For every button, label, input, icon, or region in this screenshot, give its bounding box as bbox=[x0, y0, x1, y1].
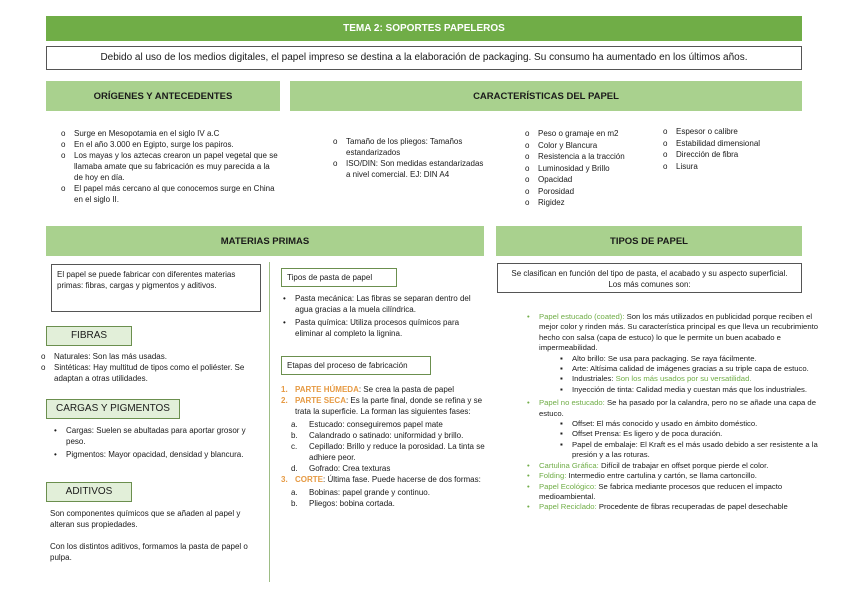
step-number: 1. bbox=[281, 385, 288, 394]
tipo-label: Papel estucado (coated): bbox=[539, 312, 625, 321]
substep-text: Pliegos: bobina cortada. bbox=[309, 499, 395, 508]
subtipo-item bbox=[557, 440, 828, 461]
list-item: o Sintéticas: Hay multitud de tipos como el poliéster. Se adaptan a otras utilidades. bbox=[38, 362, 258, 384]
list-item: o Opacidad bbox=[522, 174, 652, 186]
column-divider bbox=[269, 262, 270, 582]
proceso-step-2 bbox=[279, 395, 487, 417]
fibras-header: FIBRAS bbox=[46, 326, 132, 346]
subtipo-item bbox=[557, 385, 828, 395]
substep-text: Estucado: conseguiremos papel mate bbox=[309, 420, 443, 429]
materias-intro-box: El papel se puede fabricar con diferentes materias primas: fibras, cargas y pigmentos y aditivos. bbox=[51, 264, 261, 312]
tipos-intro-box: Se clasifican en función del tipo de pasta, el acabado y su aspecto superficial. Los más comunes son: bbox=[497, 263, 802, 293]
tipo-text: Se fabrica mediante procesos que reducen el impacto medioambiental. bbox=[539, 481, 783, 501]
tipo-cartulina bbox=[523, 461, 828, 471]
tipo-text: Intermedio entre cartulina y cartón, se llama cartoncillo. bbox=[566, 471, 757, 481]
tipos-list bbox=[523, 312, 828, 513]
list-item: o Dirección de fibra bbox=[660, 149, 800, 161]
substep-text: Cepillado: Brillo y reduce la porosidad. La tinta se adhiere peor. bbox=[309, 442, 485, 462]
substep-text: Calandrado o satinado: uniformidad y brillo. bbox=[309, 431, 464, 440]
subtipo-text: Inyección de tinta: Calidad media y cuestan más que los industriales. bbox=[572, 384, 808, 394]
tipo-text: Se ha pasado por la calandra, pero no se añade una capa de estuco. bbox=[539, 398, 816, 418]
proceso-substep bbox=[279, 498, 487, 509]
fibras-list bbox=[38, 351, 258, 384]
list-item: o Rigidez bbox=[522, 197, 652, 209]
list-item: o Resistencia a la tracción bbox=[522, 151, 652, 163]
list-item: o ISO/DIN: Son medidas estandarizadas a nivel comercial. EJ: DIN A4 bbox=[330, 158, 490, 180]
substep-letter: a. bbox=[291, 488, 298, 497]
proceso-header: Etapas del proceso de fabricación bbox=[281, 356, 431, 375]
list-item: o Luminosidad y Brillo bbox=[522, 163, 652, 175]
tipo-text: Difícil de trabajar en offset porque pierde el color. bbox=[598, 460, 769, 470]
tipos-header: TIPOS DE PAPEL bbox=[496, 226, 802, 256]
list-item: o En el año 3.000 en Egipto, surge los papiros. bbox=[58, 139, 280, 150]
substep-text: Gofrado: Crea texturas bbox=[309, 464, 391, 473]
materias-header: MATERIAS PRIMAS bbox=[46, 226, 484, 256]
proceso-step-1 bbox=[279, 384, 487, 395]
tipo-label: Papel Reciclado: bbox=[539, 502, 597, 512]
origenes-list bbox=[58, 128, 280, 205]
tipo-folding bbox=[523, 471, 828, 481]
step-text: : Es la parte final, donde se refina y se trata la superficie. La forman las siguientes fases: bbox=[295, 396, 483, 416]
substep-letter: b. bbox=[291, 499, 298, 508]
tipo-no-estucado bbox=[523, 398, 828, 419]
list-item: o Surge en Mesopotamia en el siglo IV a.C bbox=[58, 128, 280, 139]
proceso-substep bbox=[279, 463, 487, 474]
tipo-estucado bbox=[523, 312, 828, 354]
substep-letter: d. bbox=[291, 464, 298, 473]
subtipo-text: Industriales: bbox=[572, 374, 616, 384]
proceso-substep bbox=[279, 487, 487, 498]
proceso-substep bbox=[279, 441, 487, 463]
step-text: : Última fase. Puede hacerse de dos formas: bbox=[323, 475, 481, 484]
subtipo-item bbox=[557, 419, 828, 429]
subtipo-text: Arte: Altísima calidad de imágenes gracias a su triple capa de estuco. bbox=[572, 364, 809, 374]
aditivos-text-2: Con los distintos aditivos, formamos la pasta de papel o pulpa. bbox=[50, 542, 248, 562]
step-label: CORTE bbox=[295, 475, 323, 484]
pasta-list bbox=[279, 293, 484, 339]
list-item: o Lisura bbox=[660, 161, 800, 173]
subtipo-text: Papel de embalaje: El Kraft es el más usado debido a ser resistente a la presión y a las roturas. bbox=[572, 439, 818, 460]
step-label: PARTE HÚMEDA bbox=[295, 385, 359, 394]
list-item: o Estabilidad dimensional bbox=[660, 138, 800, 150]
list-item: o Naturales: Son las más usadas. bbox=[38, 351, 258, 362]
proceso-substep bbox=[279, 430, 487, 441]
list-item: o El papel más cercano al que conocemos surge en China en el siglo II. bbox=[58, 183, 280, 205]
list-item: o Los mayas y los aztecas crearon un papel vegetal que se llamaba amate que su fabricación es muy parecida a la de hoy en día. bbox=[58, 150, 280, 183]
subtipo-text: Offset: El más conocido y usado en ámbito doméstico. bbox=[572, 419, 758, 429]
aditivos-header: ADITIVOS bbox=[46, 482, 132, 502]
proceso-list bbox=[279, 384, 487, 509]
subtipo-text: Alto brillo: Se usa para packaging. Se raya fácilmente. bbox=[572, 353, 757, 363]
step-number: 3. bbox=[281, 475, 288, 484]
pasta-header: Tipos de pasta de papel bbox=[281, 268, 397, 287]
list-item: o Porosidad bbox=[522, 186, 652, 198]
caracteristicas-right-list bbox=[660, 126, 800, 172]
cargas-header: CARGAS Y PIGMENTOS bbox=[46, 399, 180, 419]
origenes-header: ORÍGENES Y ANTECEDENTES bbox=[46, 81, 280, 111]
cargas-list bbox=[50, 425, 260, 460]
tipo-text: Son los más utilizados en publicidad porque reciben el mejor color y rinden más. Su característica principal es que lleva un recubrimiento hecho con salsa (capa de estuco) lo que le permite un buen acabado e impermeabilidad. bbox=[539, 312, 819, 353]
caracteristicas-mid-list bbox=[522, 128, 652, 209]
step-number: 2. bbox=[281, 396, 288, 405]
step-label: PARTE SECA bbox=[295, 396, 346, 405]
subtipo-item bbox=[557, 429, 828, 439]
list-item: o Peso o gramaje en m2 bbox=[522, 128, 652, 140]
tipo-label: Papel Ecológico: bbox=[539, 481, 597, 491]
page-title: TEMA 2: SOPORTES PAPELEROS bbox=[46, 16, 802, 41]
list-item: o Color y Blancura bbox=[522, 140, 652, 152]
substep-text: Bobinas: papel grande y continuo. bbox=[309, 488, 430, 497]
list-item: • Pasta química: Utiliza procesos químicos para eliminar al completo la lignina. bbox=[279, 317, 484, 339]
tipo-label: Papel no estucado: bbox=[539, 398, 605, 408]
proceso-substep bbox=[279, 419, 487, 430]
list-item: • Cargas: Suelen se abultadas para aportar grosor y peso. bbox=[50, 425, 260, 447]
substep-letter: a. bbox=[291, 420, 298, 429]
subtipo-item bbox=[557, 364, 828, 374]
tipo-text: Procedente de fibras recuperadas de papel desechable bbox=[596, 502, 788, 512]
substep-letter: c. bbox=[291, 442, 298, 451]
aditivos-text-1: Son componentes químicos que se añaden al papel y alteran sus propiedades. bbox=[50, 509, 241, 529]
list-item: o Espesor o calibre bbox=[660, 126, 800, 138]
caracteristicas-header: CARACTERÍSTICAS DEL PAPEL bbox=[290, 81, 802, 111]
tipo-ecologico bbox=[523, 482, 828, 503]
list-item: • Pigmentos: Mayor opacidad, densidad y blancura. bbox=[50, 449, 260, 460]
subtipo-text: Offset Prensa: Es ligero y de poca duración. bbox=[572, 429, 723, 439]
list-item: o Tamaño de los pliegos: Tamaños estandarizados bbox=[330, 136, 490, 158]
tipo-label: Folding: bbox=[539, 471, 567, 481]
tipo-reciclado bbox=[523, 502, 828, 512]
list-item: • Pasta mecánica: Las fibras se separan dentro del agua gracias a la muela cilíndrica. bbox=[279, 293, 484, 315]
caracteristicas-left-list bbox=[330, 136, 490, 180]
subtipo-item bbox=[557, 354, 828, 364]
step-text: : Se crea la pasta de papel bbox=[358, 385, 455, 394]
tipo-label: Cartulina Gráfica: bbox=[539, 460, 599, 470]
substep-letter: b. bbox=[291, 431, 298, 440]
intro-box: Debido al uso de los medios digitales, el papel impreso se destina a la elaboración de packaging. Su consumo ha aumentado en los últimos años. bbox=[46, 46, 802, 70]
subtipo-item bbox=[557, 374, 828, 384]
subtipo-highlight: Son los más usados por su versatilidad. bbox=[615, 374, 752, 384]
proceso-step-3 bbox=[279, 474, 487, 485]
